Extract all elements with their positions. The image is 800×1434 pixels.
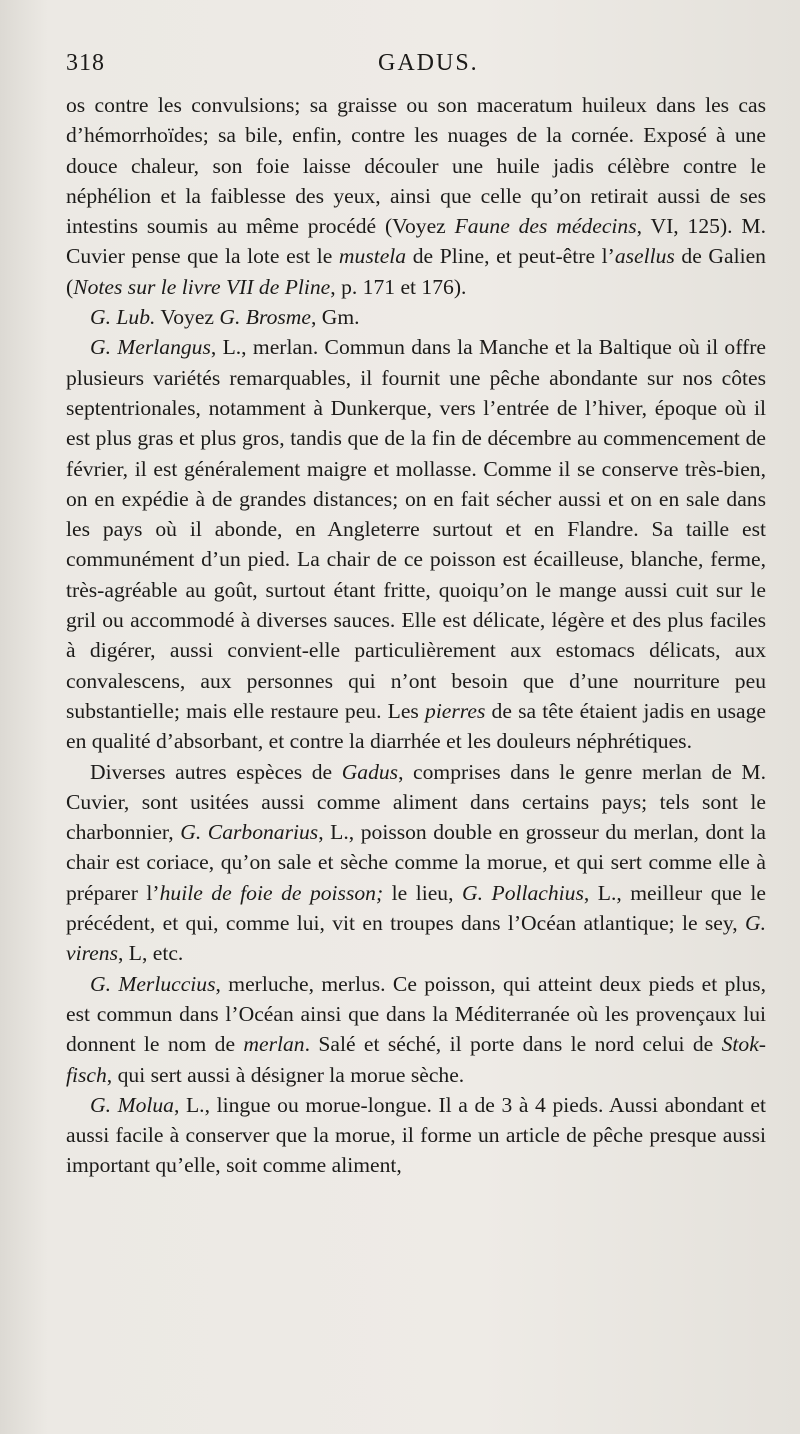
italic-run: Notes sur le livre VII de Pline: [73, 274, 331, 299]
text-run: , comprises dans le genre merlan de M. Cuvier, sont usitées aussi comme aliment dans certains pays; tels sont le charbonnier,: [66, 759, 766, 845]
text-run: , L., poisson double en grosseur du merlan, dont la chair est coriace, qu’on sale et sèche comme la morue, et qui sert comme elle à préparer l’: [66, 820, 766, 905]
text-run: , L., lingue ou morue-longue. Il a de 3 à 4 pieds. Aussi abondant et aussi facile à conserver que la morue, il forme un article de pêche presque aussi important qu’elle, soit comme aliment,: [66, 1092, 766, 1178]
text-run: , L., meilleur que le précédent, et qui, comme lui, vit en troupes dans l’Océan atlantique; le sey,: [66, 880, 766, 936]
page-header: [66, 46, 766, 90]
italic-run: huile de foie de poisson;: [159, 880, 384, 905]
italic-run: G. virens: [66, 911, 766, 966]
text-run: os contre les convulsions; sa graisse ou son maceratum huileux dans les cas d’hémorrhoïdes; sa bile, enfin, contre les nuages de la cornée. Exposé à une douce chaleur, son foie laisse découler une huile jadis célèbre contre le néphélion et la faiblesse des yeux, ainsi que celle qu’on retirait aussi de ses intestins soumis au même procédé (Voyez: [66, 93, 766, 239]
italic-run: G. Brosme: [219, 305, 311, 330]
italic-run: asellus: [614, 244, 675, 269]
paragraph: [66, 332, 766, 756]
text-run: de Galien (: [66, 244, 766, 299]
text-run: de sa tête étaient jadis en usage en qualité d’absorbant, et contre la diarrhée et les douleurs néphrétiques.: [66, 698, 766, 754]
paragraph: [66, 90, 766, 302]
text-run: le lieu,: [383, 880, 463, 905]
italic-run: Gadus: [341, 759, 399, 784]
text-run: , qui sert aussi à désigner la morue sèche.: [106, 1062, 465, 1087]
text-run: , Gm.: [310, 305, 360, 330]
italic-run: G. Merluccius: [90, 971, 216, 996]
text-run: . Salé et séché, il porte dans le nord celui de: [304, 1032, 722, 1057]
italic-run: G. Molua: [90, 1092, 174, 1117]
text-run: Voyez: [155, 305, 220, 330]
text-run: Diverses autres espèces de: [90, 759, 342, 784]
italic-run: G. Pollachius: [462, 880, 584, 905]
italic-run: G. Lub.: [90, 305, 156, 330]
italic-run: Faune des médecins: [454, 214, 637, 239]
italic-run: G. Carbonarius: [180, 820, 319, 845]
paragraph: [66, 1090, 766, 1181]
paragraph: [66, 757, 766, 969]
italic-run: G. Merlangus: [90, 335, 211, 360]
italic-run: mustela: [338, 244, 407, 269]
text-run: , p. 171 et 176).: [330, 274, 467, 299]
text-run: , L, etc.: [117, 941, 184, 966]
text-run: , VI, 125). M. Cuvier pense que la lote est le: [66, 214, 767, 269]
text-run: de Pline, et peut-être l’: [406, 244, 615, 269]
paragraph: [66, 969, 766, 1090]
italic-run: merlan: [243, 1032, 305, 1057]
running-title: GADUS.: [378, 50, 479, 76]
page-number: 318: [66, 50, 105, 76]
text-run: , merluche, merlus. Ce poisson, qui atteint deux pieds et plus, est commun dans l’Océan ainsi que dans la Méditerranée où les provençaux lui donnent le nom de: [66, 971, 766, 1057]
body-text: [66, 90, 766, 1181]
paragraph: [66, 302, 766, 332]
italic-run: Stok-fisch: [66, 1032, 766, 1087]
italic-run: pierres: [425, 698, 486, 723]
text-run: , L., merlan. Commun dans la Manche et la Baltique où il offre plusieurs variétés remarquables, il fournit une pêche abondante sur nos côtes septentrionales, notamment à Dunkerque, vers l’entrée de l’hiver, époque où il est plus gras et plus gros, tandis que de la fin de décembre au commencement de février, il est généralement maigre et mollasse. Comme il se conserve très-bien, on en expédie à de grandes distances; on en fait sécher aussi et on en sale dans les pays où il abonde, en Angleterre surtout et en Flandre. Sa taille est communément d’un pied. La chair de ce poisson est écailleuse, blanche, ferme, très-agréable au goût, surtout étant fritte, quoiqu’on le mange aussi cuit sur le gril ou accommodé à diverses sauces. Elle est délicate, légère et des plus faciles à digérer, aussi convient-elle particulièrement aux estomacs délicats, aux convalescens, aux personnes qui n’ont besoin que d’une nourriture peu substantielle; mais elle restaure peu. Les: [66, 335, 766, 723]
